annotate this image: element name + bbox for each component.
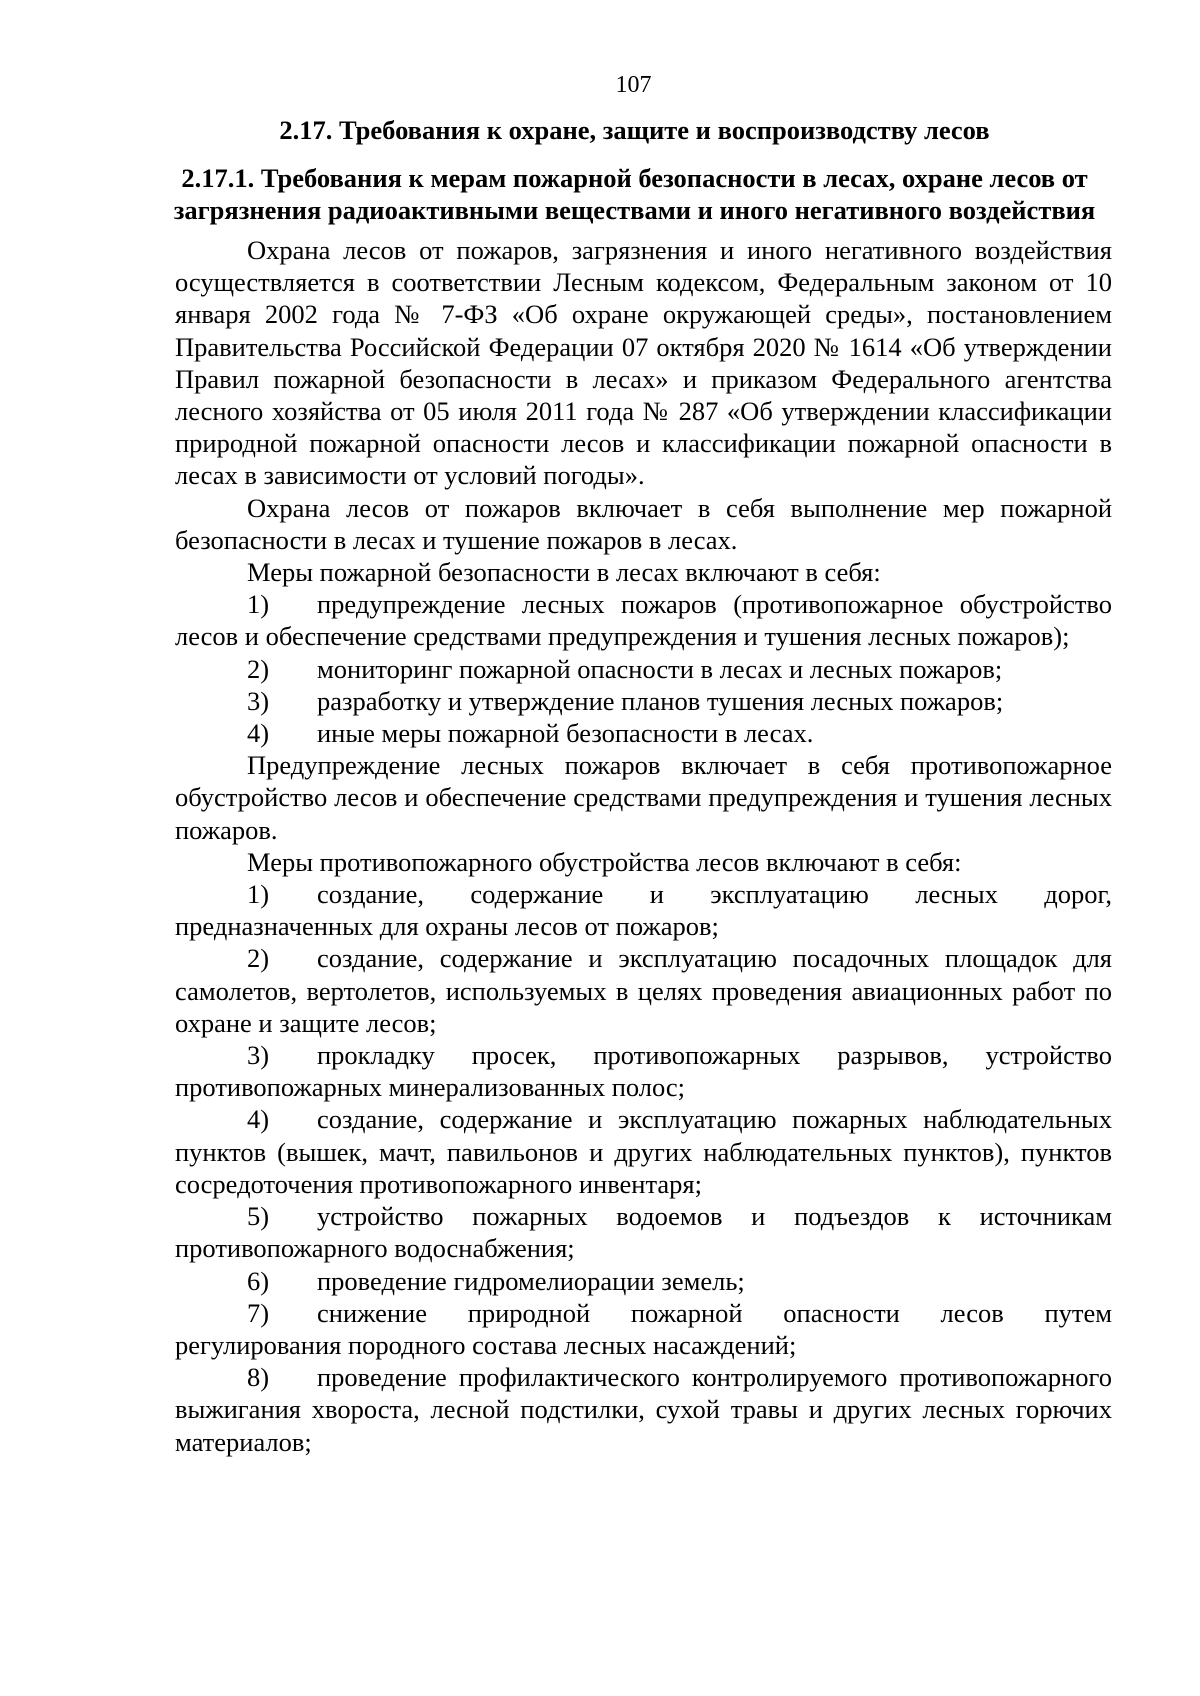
list-item xyxy=(175,1103,1112,1200)
list-item xyxy=(175,685,1112,717)
list-item xyxy=(175,878,1112,942)
list-item-number: 6) xyxy=(247,1265,270,1296)
list-item-number: 4) xyxy=(247,718,270,749)
paragraph-fire-arrangement-measures: Меры противопожарного обустройства лесов включают в себя: xyxy=(247,846,962,877)
list-item-text: предупреждение лесных пожаров (противопожарное обустройство лесов и обеспечение средствами предупреждения и тушения лесных пожаров); xyxy=(175,589,1112,652)
list-item-text: проведение гидромелиорации земель; xyxy=(317,1265,745,1296)
list-item xyxy=(175,1265,1112,1297)
page-number: 107 xyxy=(615,72,652,98)
list-item-number: 4) xyxy=(247,1104,270,1135)
list-item-text: проведение профилактического контролируемого противопожарного выжигания хвороста, лесной подстилки, сухой травы и других лесных горючих материалов; xyxy=(175,1362,1112,1457)
list-item-number: 1) xyxy=(247,589,270,620)
list-item-text: создание, содержание и эксплуатацию лесных дорог, предназначенных для охраны лесов от пожаров; xyxy=(175,879,1112,942)
section-title: 2.17. Требования к охране, защите и воспроизводству лесов xyxy=(279,115,990,145)
list-item xyxy=(175,1361,1112,1458)
list-item xyxy=(175,653,1112,685)
list-item-number: 3) xyxy=(247,1040,270,1071)
list-item xyxy=(175,588,1112,652)
subsection-title: 2.17.1. Требования к мерам пожарной безопасности в лесах, охране лесов от загрязнения радиоактивными веществами и иного негативного воздействия xyxy=(173,163,1096,225)
list-item-number: 1) xyxy=(247,879,270,910)
list-item-text: мониторинг пожарной опасности в лесах и лесных пожаров; xyxy=(317,653,1003,684)
fire-safety-measures-list xyxy=(175,588,1112,749)
paragraph-fire-prevention: Предупреждение лесных пожаров включает в себя противопожарное обустройство лесов и обеспечение средствами предупреждения и тушения лесных пожаров. xyxy=(175,750,1112,845)
paragraph-legal-basis: Охрана лесов от пожаров, загрязнения и иного негативного воздействия осуществляется в соответствии Лесным кодексом, Федеральным законом от 10 января 2002 года № 7-ФЗ «Об охране окружающей среды», постановлением Правительства Российской Федерации 07 октября 2020 № 1614 «Об утверждении Правил пожарной безопасности в лесах» и приказом Федерального агентства лесного хозяйства от 05 июля 2011 года № 287 «Об утверждении классификации природной пожарной опасности лесов и классификации пожарной опасности в лесах в зависимости от условий погоды». xyxy=(175,235,1112,491)
paragraph-fire-safety-measures: Меры пожарной безопасности в лесах включают в себя: xyxy=(247,557,881,588)
list-item-text: разработку и утверждение планов тушения лесных пожаров; xyxy=(317,685,1004,716)
list-item-text: прокладку просек, противопожарных разрывов, устройство противопожарных минерализованных полос; xyxy=(175,1040,1112,1103)
list-item-number: 2) xyxy=(247,943,270,974)
list-item-text: создание, содержание и эксплуатацию пожарных наблюдательных пунктов (вышек, мачт, павильонов и других наблюдательных пунктов), пунктов сосредоточения противопожарного инвентаря; xyxy=(175,1104,1112,1199)
list-item xyxy=(175,1297,1112,1361)
list-item-number: 2) xyxy=(247,653,270,684)
list-item-text: устройство пожарных водоемов и подъездов к источникам противопожарного водоснабжения; xyxy=(175,1201,1112,1264)
list-item-text: иные меры пожарной безопасности в лесах. xyxy=(317,718,814,749)
fire-arrangement-measures-list xyxy=(175,878,1112,1458)
list-item-text: снижение природной пожарной опасности лесов путем регулирования породного состава лесных насаждений; xyxy=(175,1297,1112,1360)
list-item-text: создание, содержание и эксплуатацию посадочных площадок для самолетов, вертолетов, используемых в целях проведения авиационных работ по охране и защите лесов; xyxy=(175,943,1112,1038)
list-item-number: 5) xyxy=(247,1201,270,1232)
list-item xyxy=(175,942,1112,1039)
list-item xyxy=(175,1200,1112,1264)
paragraph-fire-protection: Охрана лесов от пожаров включает в себя выполнение мер пожарной безопасности в лесах и тушение пожаров в лесах. xyxy=(175,492,1112,555)
list-item xyxy=(175,1039,1112,1103)
list-item-number: 8) xyxy=(247,1362,270,1393)
list-item xyxy=(175,717,1112,749)
list-item-number: 7) xyxy=(247,1297,270,1328)
list-item-number: 3) xyxy=(247,685,270,716)
